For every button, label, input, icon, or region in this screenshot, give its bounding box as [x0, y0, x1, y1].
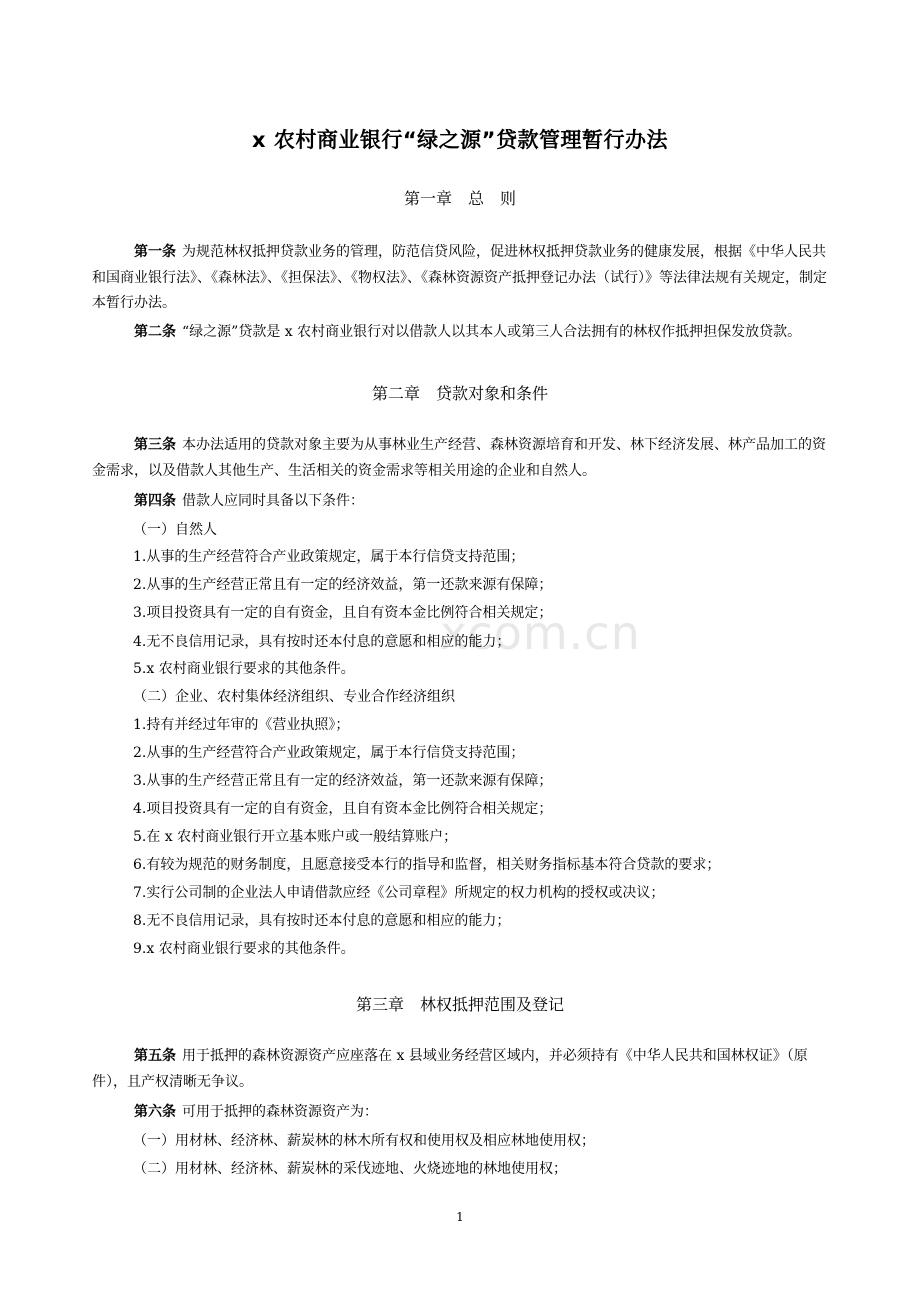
article-1	[92, 240, 832, 317]
article-4	[92, 489, 832, 515]
list-header-enterprise: （二）企业、农村集体经济组织、专业合作经济组织	[133, 689, 455, 705]
article-text: 本办法适用的贷款对象主要为从事林业生产经营、森林资源培育和开发、林下经济发展、林产品加工的资金需求，以及借款人其他生产、生活相关的资金需求等相关用途的企业和自然人。	[92, 437, 826, 479]
list-item: 9.x 农村商业银行要求的其他条件。	[133, 941, 355, 957]
article-6	[92, 1100, 832, 1126]
list-item: （二）用材林、经济林、薪炭林的采伐迹地、火烧迹地的林地使用权；	[133, 1161, 567, 1177]
article-label: 第二条	[134, 324, 176, 340]
watermark: xcom.cn	[440, 606, 641, 660]
list-item: 4.无不良信用记录，具有按时还本付息的意愿和相应的能力；	[133, 634, 511, 650]
list-item: 3.项目投资具有一定的自有资金，且自有资本金比例符合相关规定；	[133, 605, 553, 621]
chapter-heading-2: 第二章 贷款对象和条件	[371, 384, 548, 403]
list-item: 6.有较为规范的财务制度，且愿意接受本行的指导和监督，相关财务指标基本符合贷款的要求；	[133, 857, 721, 873]
list-item: 1.从事的生产经营符合产业政策规定，属于本行信贷支持范围；	[133, 549, 525, 565]
article-text: 为规范林权抵押贷款业务的管理，防范信贷风险，促进林权抵押贷款业务的健康发展，根据《中华人民共和国商业银行法》、《森林法》、《担保法》、《物权法》、《森林资源资产抵押登记办法（试行）》等法律法规有关规定，制定本暂行办法。	[92, 244, 827, 311]
list-item: （一）用材林、经济林、薪炭林的林木所有权和使用权及相应林地使用权；	[133, 1133, 595, 1149]
article-text: 借款人应同时具备以下条件：	[182, 493, 364, 509]
article-text: 可用于抵押的森林资源资产为：	[182, 1104, 378, 1120]
article-label: 第六条	[134, 1104, 176, 1120]
article-text: 用于抵押的森林资源资产应座落在 x 县域业务经营区域内，并必须持有《中华人民共和国林权证》（原件），且产权清晰无争议。	[92, 1048, 808, 1090]
list-item: 2.从事的生产经营正常且有一定的经济效益，第一还款来源有保障；	[133, 577, 553, 593]
article-label: 第五条	[134, 1048, 176, 1064]
chapter-heading-3: 第三章 林权抵押范围及登记	[355, 995, 564, 1014]
list-item: 5.在 x 农村商业银行开立基本账户或一般结算账户；	[133, 829, 458, 845]
page-number: 1	[456, 1210, 464, 1224]
list-item: 2.从事的生产经营符合产业政策规定，属于本行信贷支持范围；	[133, 745, 525, 761]
list-item: 4.项目投资具有一定的自有资金，且自有资本金比例符合相关规定；	[133, 801, 553, 817]
list-header-natural: （一）自然人	[133, 522, 217, 538]
article-label: 第四条	[134, 493, 176, 509]
article-label: 第一条	[134, 244, 176, 260]
list-item: 3.从事的生产经营正常且有一定的经济效益，第一还款来源有保障；	[133, 773, 553, 789]
chapter-heading-1: 第一章 总 则	[403, 189, 516, 208]
list-item: 7.实行公司制的企业法人申请借款应经《公司章程》所规定的权力机构的授权或决议；	[133, 885, 665, 901]
article-2	[92, 320, 832, 346]
article-3	[92, 433, 832, 484]
list-item: 1.持有并经过年审的《营业执照》；	[133, 717, 350, 733]
list-item: 8.无不良信用记录，具有按时还本付息的意愿和相应的能力；	[133, 913, 511, 929]
list-item: 5.x 农村商业银行要求的其他条件。	[133, 661, 355, 677]
article-label: 第三条	[134, 437, 176, 453]
article-text: “绿之源”贷款是 x 农村商业银行对以借款人以其本人或第三人合法拥有的林权作抵押担保发放贷款。	[182, 324, 802, 340]
document-title: x 农村商业银行“绿之源”贷款管理暂行办法	[252, 128, 668, 152]
article-5	[92, 1044, 832, 1095]
